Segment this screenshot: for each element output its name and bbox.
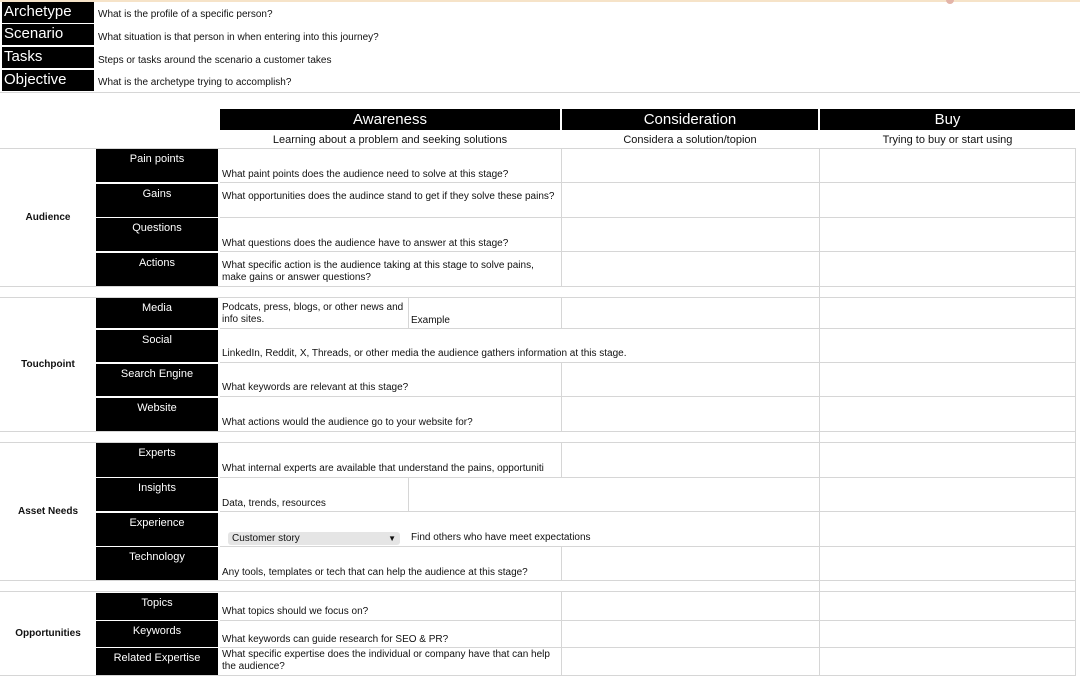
cell-questions[interactable]: What questions does the audience have to answer at this stage? [222,238,509,249]
cell-gains[interactable]: What opportunities does the audince stand to get if they solve these pains? [222,191,555,202]
grid-line [220,328,1076,329]
grid-line [220,251,1076,252]
header-label-tasks: Tasks [2,47,94,68]
row-label-topics: Topics [96,593,218,620]
cell-experience[interactable]: Find others who have meet expectations [411,532,591,543]
cell-search-engine[interactable]: What keywords are relevant at this stage? [222,382,409,393]
row-label-gains: Gains [96,184,218,217]
row-label-actions: Actions [96,253,218,286]
grid-line [408,297,409,328]
grid-line [561,546,562,580]
header-label-scenario: Scenario [2,24,94,45]
row-label-related-expertise: Related Expertise [96,648,218,675]
cell-experts[interactable]: What internal experts are available that understand the pains, opportuniti [222,463,544,474]
cell-website[interactable]: What actions would the audience go to your website for? [222,417,473,428]
grid-line [819,148,820,675]
stage-subtitle-consideration[interactable]: Considera a solution/topion [623,134,757,146]
row-label-website: Website [96,398,218,431]
grid-line [1075,148,1076,675]
row-label-keywords: Keywords [96,621,218,647]
grid-line [220,511,1076,512]
cell-media[interactable]: Podcats, press, blogs, or other news and info sites. [222,302,404,325]
header-label-objective: Objective [2,70,94,91]
grid-line [220,546,1076,547]
row-label-insights: Insights [96,478,218,511]
experience-dropdown-value: Customer story [232,533,300,544]
cell-topics[interactable]: What topics should we focus on? [222,606,369,617]
group-label-opportunities: Opportunities [15,627,81,639]
chevron-down-icon: ▼ [388,534,396,543]
grid-line [561,591,562,675]
grid-line [0,580,1076,581]
grid-line [561,297,562,328]
row-label-experts: Experts [96,443,218,477]
grid-line [561,362,562,431]
stage-subtitle-buy[interactable]: Trying to buy or start using [882,134,1013,146]
stage-header-buy: Buy [820,109,1075,130]
cell-related-expertise[interactable]: What specific expertise does the individual or company have that can help the audience? [222,649,550,672]
grid-line [0,431,1076,432]
grid-line [220,362,1076,363]
cell-media-example[interactable]: Example [411,315,450,326]
row-label-pain-points: Pain points [96,149,218,182]
grid-line [561,442,562,477]
grid-line [220,620,1076,621]
header-label-archetype: Archetype [2,2,94,23]
grid-line [0,286,1076,287]
stage-header-consideration: Consideration [562,109,818,130]
stage-subtitle-awareness[interactable]: Learning about a problem and seeking solutions [272,134,508,146]
row-label-experience: Experience [96,513,218,546]
cell-pain-points[interactable]: What paint points does the audience need to solve at this stage? [222,169,509,180]
cell-social[interactable]: LinkedIn, Reddit, X, Threads, or other media the audience gathers information at this stage. [222,348,627,359]
row-label-search-engine: Search Engine [96,364,218,396]
grid-line [561,148,562,286]
group-label-audience: Audience [25,211,71,223]
grid-line [0,675,1076,676]
top-border [0,0,1080,2]
header-desc-scenario[interactable]: What situation is that person in when entering into this journey? [98,32,379,43]
grid-line [220,217,1076,218]
header-desc-tasks[interactable]: Steps or tasks around the scenario a customer takes [98,55,332,66]
cell-actions[interactable]: What specific action is the audience taking at this stage to solve pains, make gains or answer questions? [222,260,534,283]
grid-line [220,477,1076,478]
row-label-technology: Technology [96,547,218,580]
header-desc-objective[interactable]: What is the archetype trying to accomplish? [98,77,292,88]
cell-keywords[interactable]: What keywords can guide research for SEO & PR? [222,634,449,645]
cell-technology[interactable]: Any tools, templates or tech that can help the audience at this stage? [222,567,528,578]
group-label-asset-needs: Asset Needs [17,505,79,517]
grid-line [220,396,1076,397]
group-label-touchpoint: Touchpoint [21,358,75,370]
cell-insights[interactable]: Data, trends, resources [222,498,326,509]
experience-dropdown[interactable] [228,532,400,545]
grid-line [220,182,1076,183]
grid-line [220,647,1076,648]
grid-line [0,591,1076,592]
row-label-social: Social [96,330,218,362]
top-indicator [946,0,954,4]
grid-line [408,477,409,511]
header-divider [0,92,1080,93]
header-desc-archetype[interactable]: What is the profile of a specific person? [98,9,273,20]
stage-header-awareness: Awareness [220,109,560,130]
row-label-media: Media [96,298,218,328]
row-label-questions: Questions [96,218,218,251]
